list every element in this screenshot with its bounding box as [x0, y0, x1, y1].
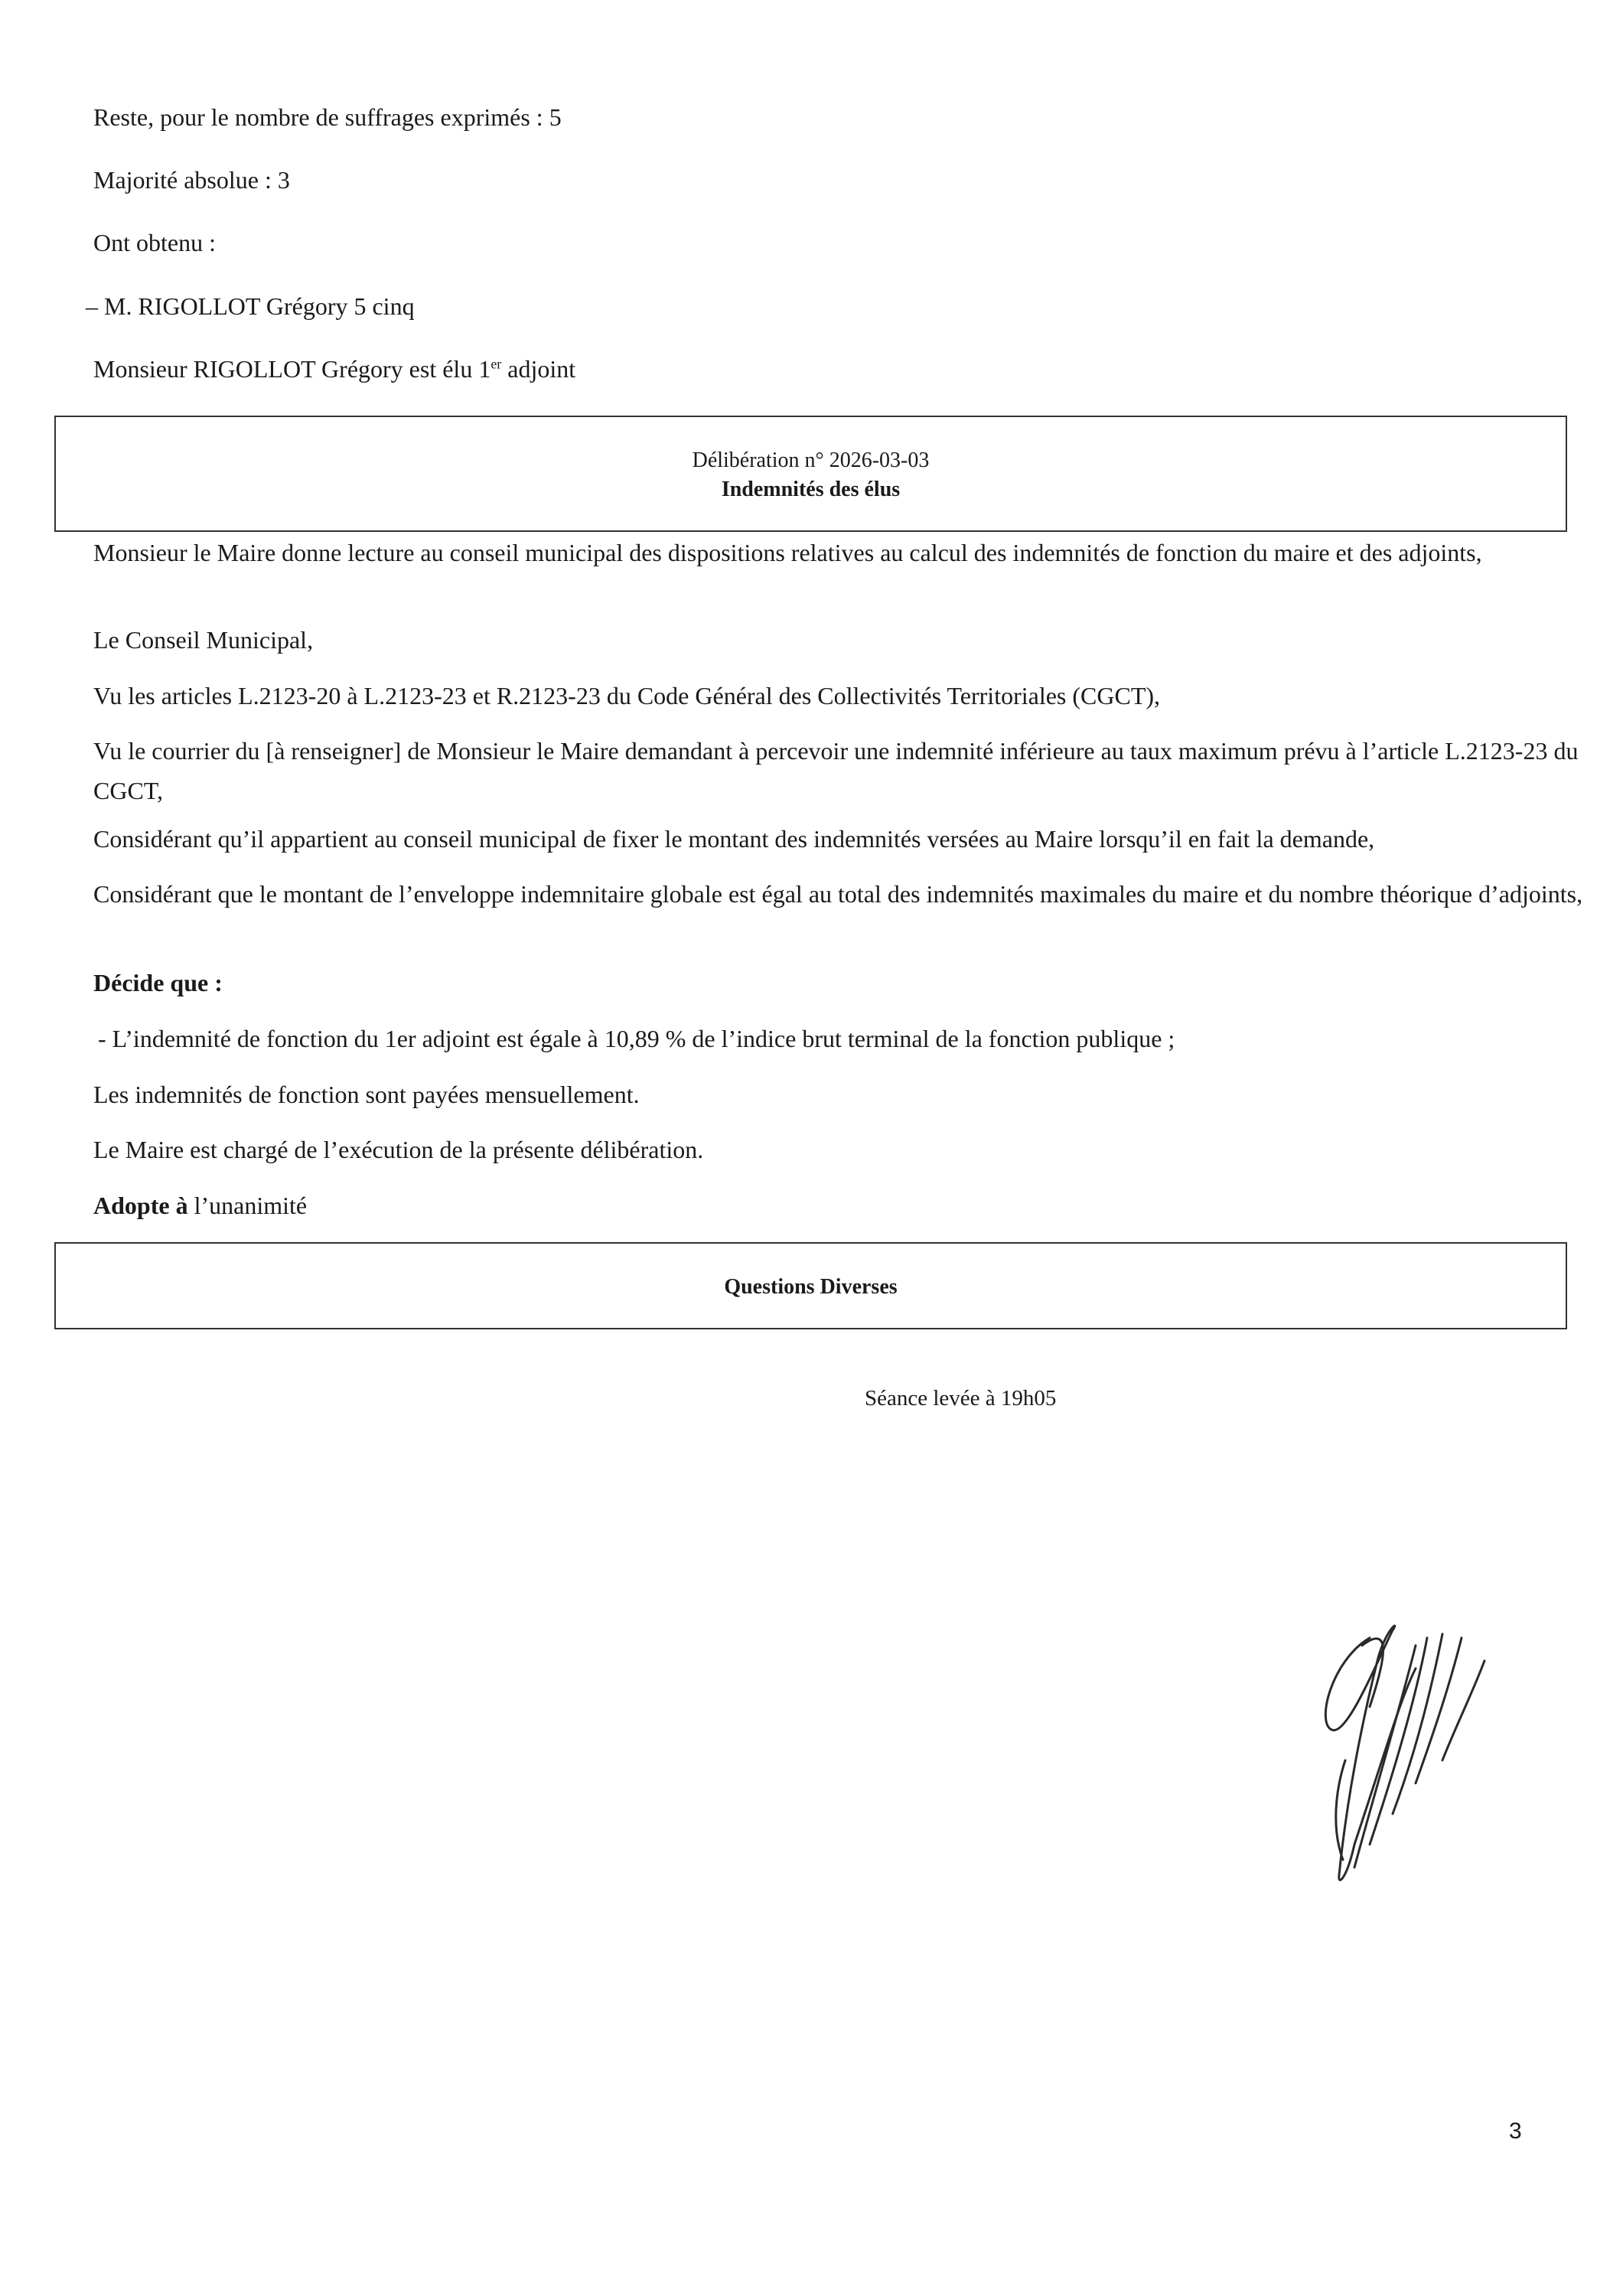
page-number: 3: [1509, 2118, 1522, 2144]
adopte-label: Adopte à: [93, 1192, 188, 1219]
paragraph-courrier: Vu le courrier du [à renseigner] de Monsieur le Maire demandant à percevoir une indemnité inférieure au taux maximum prévu à l’article L.2123-23 du CGCT,: [93, 737, 1579, 804]
deliberation-number: Délibération n° 2026-03-03: [692, 448, 930, 472]
deliberation-title: Indemnités des élus: [721, 478, 901, 501]
paragraph-lecture: Monsieur le Maire donne lecture au conseil municipal des dispositions relatives au calcul des indemnités de fonction du maire et des adjoints,: [93, 539, 1482, 566]
seance-levee: Séance levée à 19h05: [865, 1386, 1057, 1411]
adopte-rest: l’unanimité: [187, 1192, 308, 1219]
paragraph-conseil: Le Conseil Municipal,: [93, 626, 314, 654]
paragraph-considerant-2: Considérant que le montant de l’enveloppe indemnitaire globale est égal au total des indemnités maximales du maire et du nombre théorique d’adjoints,: [93, 880, 1583, 908]
adoption-line: [93, 1186, 307, 1225]
deliberation-header-box: [54, 416, 1567, 532]
paragraph-considerant-1: Considérant qu’il appartient au conseil municipal de fixer le montant des indemnités versées au Maire lorsqu’il en fait la demande,: [93, 825, 1375, 853]
decision-item: - L’indemnité de fonction du 1er adjoint est égale à 10,89 % de l’indice brut terminal de la fonction publique ;: [98, 1025, 1175, 1052]
suffrages-line: Reste, pour le nombre de suffrages exprimés : 5: [93, 103, 562, 131]
election-result: [93, 350, 575, 388]
election-result-suffix: adjoint: [501, 355, 576, 383]
decide-heading: Décide que :: [93, 969, 223, 996]
election-result-text: Monsieur RIGOLLOT Grégory est élu 1: [93, 355, 491, 383]
paragraph-articles: Vu les articles L.2123-20 à L.2123-23 et R.2123-23 du Code Général des Collectivités Territoriales (CGCT),: [93, 682, 1161, 709]
candidate-line: – M. RIGOLLOT Grégory 5 cinq: [86, 292, 415, 320]
majorite-line: Majorité absolue : 3: [93, 166, 290, 194]
paragraph-mensuel: Les indemnités de fonction sont payées mensuellement.: [93, 1081, 640, 1108]
paragraph-execution: Le Maire est chargé de l’exécution de la présente délibération.: [93, 1136, 704, 1163]
ont-obtenu-line: Ont obtenu :: [93, 229, 216, 256]
questions-box: [54, 1242, 1567, 1329]
election-result-sup: er: [490, 356, 502, 372]
signature-image: [1301, 1615, 1523, 1890]
questions-title: Questions Diverses: [724, 1275, 898, 1299]
